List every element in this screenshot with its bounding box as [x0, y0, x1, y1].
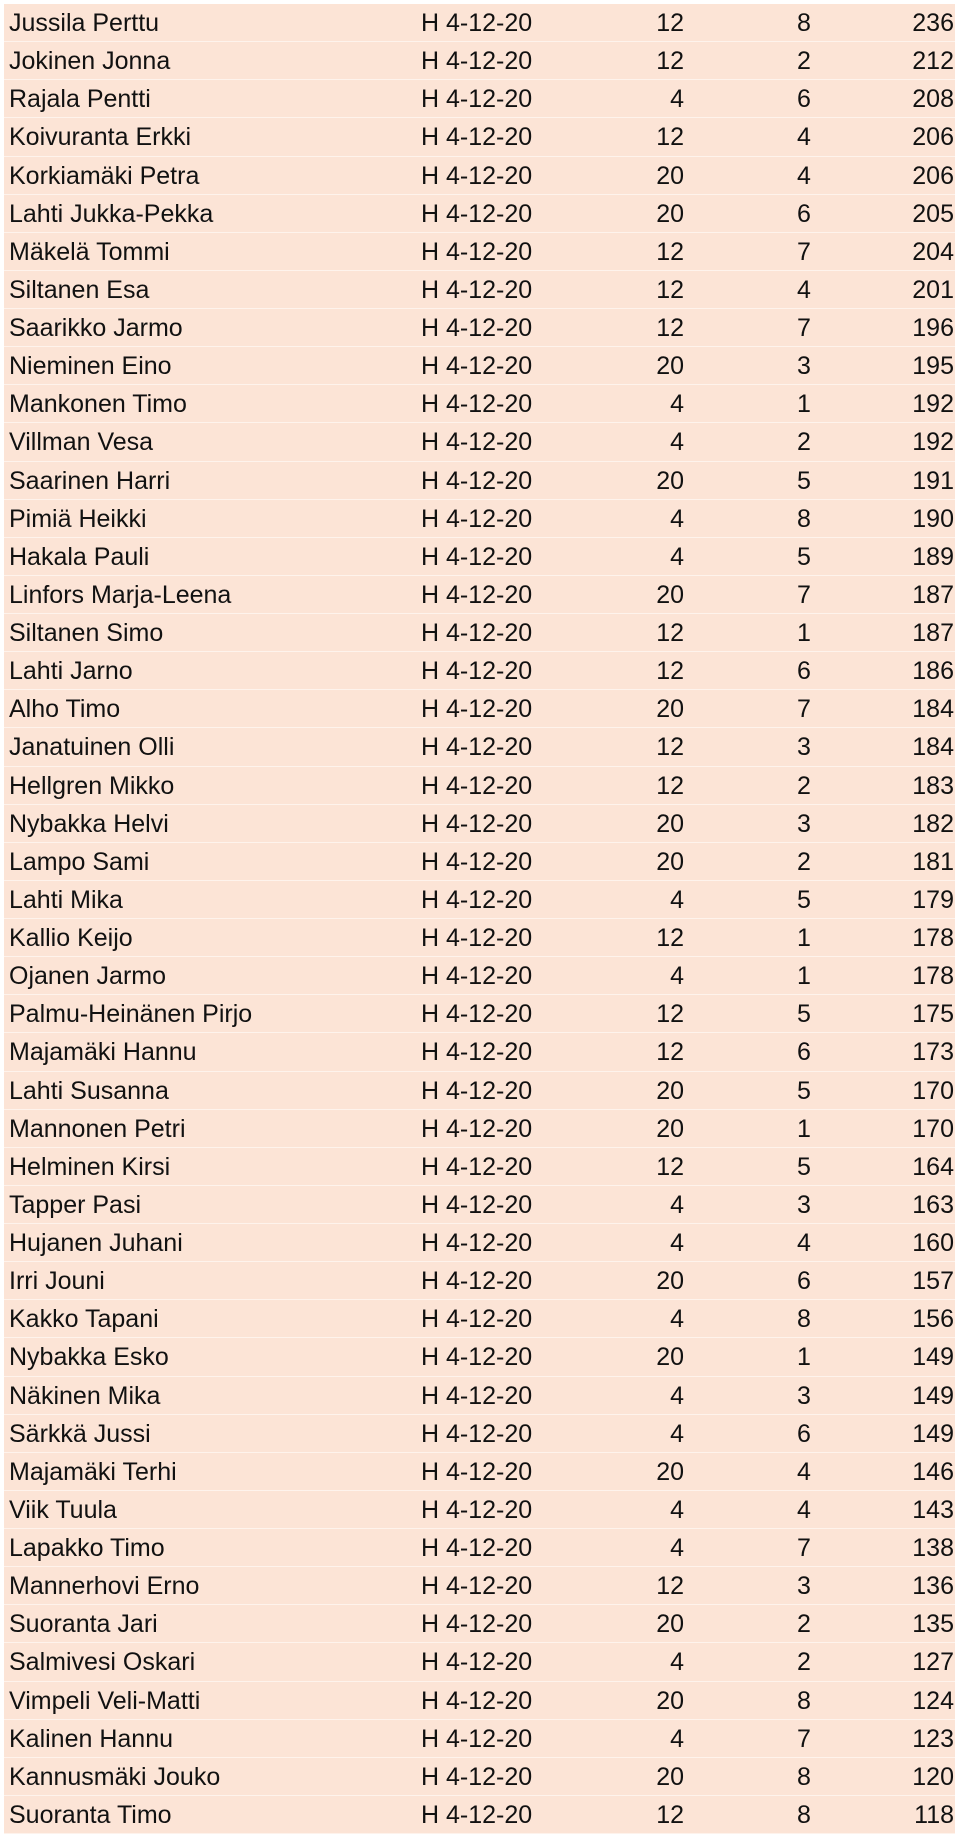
score: 170 [912, 1076, 954, 1105]
value-b: 4 [797, 123, 811, 152]
class-label: H 4-12-20 [421, 1000, 533, 1029]
value-b: 7 [797, 1724, 811, 1753]
class-label: H 4-12-20 [421, 390, 533, 419]
value-b: 4 [797, 1495, 811, 1524]
score: 123 [912, 1724, 954, 1753]
competitor-name: Särkkä Jussi [9, 1419, 151, 1448]
class-label: H 4-12-20 [421, 1305, 533, 1334]
competitor-name: Mannonen Petri [9, 1114, 186, 1143]
class-label: H 4-12-20 [421, 237, 533, 266]
score: 192 [912, 390, 954, 419]
value-b: 1 [797, 962, 811, 991]
table-row [4, 1110, 955, 1148]
competitor-name: Lahti Jukka-Pekka [9, 199, 214, 228]
score: 178 [912, 962, 954, 991]
value-b: 2 [797, 428, 811, 457]
competitor-name: Nieminen Eino [9, 352, 172, 381]
score: 163 [912, 1190, 954, 1219]
class-label: H 4-12-20 [421, 1381, 533, 1410]
competitor-name: Linfors Marja-Leena [9, 580, 232, 609]
competitor-name: Hakala Pauli [9, 542, 150, 571]
class-label: H 4-12-20 [421, 47, 533, 76]
value-a: 20 [656, 1457, 684, 1486]
competitor-name: Siltanen Esa [9, 275, 150, 304]
value-b: 5 [797, 1152, 811, 1181]
value-a: 4 [670, 1419, 684, 1448]
score: 170 [912, 1114, 954, 1143]
table-row [4, 1758, 955, 1796]
score: 173 [912, 1038, 954, 1067]
class-label: H 4-12-20 [421, 733, 533, 762]
table-row [4, 1491, 955, 1529]
competitor-name: Mankonen Timo [9, 390, 187, 419]
value-b: 6 [797, 657, 811, 686]
competitor-name: Alho Timo [9, 695, 121, 724]
value-a: 12 [656, 237, 684, 266]
table-row [4, 1605, 955, 1643]
value-b: 6 [797, 1419, 811, 1448]
score: 127 [912, 1648, 954, 1677]
score: 187 [912, 580, 954, 609]
score: 195 [912, 352, 954, 381]
value-b: 1 [797, 619, 811, 647]
class-label: H 4-12-20 [421, 352, 533, 381]
competitor-name: Jokinen Jonna [9, 47, 171, 76]
table-row [4, 843, 955, 881]
value-b: 7 [797, 695, 811, 724]
competitor-name: Nybakka Helvi [9, 809, 169, 838]
class-label: H 4-12-20 [421, 1152, 533, 1181]
competitor-name: Hellgren Mikko [9, 771, 175, 800]
score: 120 [912, 1762, 954, 1791]
table-row [4, 1033, 955, 1071]
class-label: H 4-12-20 [421, 580, 533, 609]
class-label: H 4-12-20 [421, 809, 533, 838]
score: 143 [912, 1495, 954, 1524]
score: 184 [912, 695, 954, 724]
competitor-name: Mäkelä Tommi [9, 237, 170, 266]
score: 208 [912, 85, 954, 114]
value-a: 4 [670, 542, 684, 571]
value-a: 20 [656, 1762, 684, 1791]
value-b: 1 [797, 1114, 811, 1143]
competitor-name: Saarinen Harri [9, 466, 171, 495]
value-b: 5 [797, 466, 811, 495]
value-b: 2 [797, 47, 811, 76]
class-label: H 4-12-20 [421, 9, 533, 37]
value-b: 8 [797, 1762, 811, 1791]
competitor-name: Lapakko Timo [9, 1534, 165, 1562]
table-row [4, 614, 955, 652]
table-row [4, 347, 955, 385]
competitor-name: Helminen Kirsi [9, 1152, 171, 1181]
value-a: 4 [670, 1190, 684, 1219]
competitor-name: Kannusmäki Jouko [9, 1762, 221, 1791]
class-label: H 4-12-20 [421, 542, 533, 571]
value-b: 7 [797, 237, 811, 266]
table-row [4, 957, 955, 995]
table-row [4, 1529, 955, 1567]
score: 149 [912, 1343, 954, 1372]
class-label: H 4-12-20 [421, 1267, 533, 1296]
class-label: H 4-12-20 [421, 1419, 533, 1448]
score: 201 [912, 275, 954, 304]
value-b: 4 [797, 161, 811, 190]
class-label: H 4-12-20 [421, 1762, 533, 1791]
score: 187 [912, 619, 954, 647]
table-row [4, 652, 955, 690]
value-a: 12 [656, 924, 684, 952]
value-b: 6 [797, 199, 811, 228]
table-row [4, 538, 955, 576]
class-label: H 4-12-20 [421, 695, 533, 724]
value-a: 4 [670, 1229, 684, 1257]
value-b: 5 [797, 542, 811, 571]
value-b: 3 [797, 809, 811, 838]
competitor-name: Majamäki Terhi [9, 1457, 177, 1486]
table-row [4, 42, 955, 80]
value-a: 12 [656, 1800, 684, 1829]
value-a: 4 [670, 962, 684, 991]
score: 156 [912, 1305, 954, 1334]
class-label: H 4-12-20 [421, 1343, 533, 1372]
class-label: H 4-12-20 [421, 199, 533, 228]
value-a: 12 [656, 1038, 684, 1067]
class-label: H 4-12-20 [421, 1190, 533, 1219]
value-a: 12 [656, 47, 684, 76]
value-a: 20 [656, 352, 684, 381]
competitor-name: Majamäki Hannu [9, 1038, 197, 1067]
value-a: 20 [656, 1114, 684, 1143]
competitor-name: Salmivesi Oskari [9, 1648, 196, 1677]
class-label: H 4-12-20 [421, 1534, 533, 1562]
value-b: 8 [797, 1686, 811, 1715]
value-a: 12 [656, 733, 684, 762]
score: 189 [912, 542, 954, 571]
table-row [4, 805, 955, 843]
value-b: 7 [797, 314, 811, 342]
value-b: 6 [797, 85, 811, 114]
competitor-name: Lahti Mika [9, 885, 123, 914]
score: 179 [912, 885, 954, 914]
class-label: H 4-12-20 [421, 885, 533, 914]
class-label: H 4-12-20 [421, 1495, 533, 1524]
class-label: H 4-12-20 [421, 428, 533, 457]
score: 175 [912, 1000, 954, 1029]
table-row [4, 118, 955, 156]
class-label: H 4-12-20 [421, 1076, 533, 1105]
score: 124 [912, 1686, 954, 1715]
class-label: H 4-12-20 [421, 314, 533, 342]
class-label: H 4-12-20 [421, 504, 533, 533]
score: 206 [912, 161, 954, 190]
competitor-name: Pimiä Heikki [9, 504, 147, 533]
value-a: 12 [656, 1000, 684, 1029]
value-b: 1 [797, 390, 811, 419]
competitor-name: Irri Jouni [9, 1267, 105, 1296]
class-label: H 4-12-20 [421, 1572, 533, 1601]
table-row [4, 881, 955, 919]
table-row [4, 423, 955, 461]
table-row [4, 728, 955, 766]
competitor-name: Kakko Tapani [9, 1305, 159, 1334]
score: 212 [912, 47, 954, 76]
class-label: H 4-12-20 [421, 1648, 533, 1677]
value-a: 4 [670, 428, 684, 457]
table-row [4, 1796, 955, 1834]
value-b: 6 [797, 1038, 811, 1067]
table-row [4, 233, 955, 271]
value-a: 12 [656, 619, 684, 647]
class-label: H 4-12-20 [421, 771, 533, 800]
value-b: 2 [797, 847, 811, 876]
table-row [4, 271, 955, 309]
table-row [4, 1643, 955, 1681]
class-label: H 4-12-20 [421, 161, 533, 190]
table-row [4, 195, 955, 233]
table-row [4, 462, 955, 500]
table-row [4, 1224, 955, 1262]
score: 135 [912, 1610, 954, 1639]
value-b: 3 [797, 352, 811, 381]
class-label: H 4-12-20 [421, 85, 533, 114]
value-a: 20 [656, 809, 684, 838]
table-row [4, 157, 955, 195]
value-a: 12 [656, 771, 684, 800]
table-row [4, 1377, 955, 1415]
value-b: 2 [797, 1648, 811, 1677]
value-b: 4 [797, 1229, 811, 1257]
value-a: 20 [656, 1686, 684, 1715]
table-row [4, 1186, 955, 1224]
competitor-name: Korkiamäki Petra [9, 161, 200, 190]
competitor-name: Kallio Keijo [9, 924, 133, 952]
value-b: 1 [797, 924, 811, 952]
competitor-name: Näkinen Mika [9, 1381, 161, 1410]
score: 190 [912, 504, 954, 533]
competitor-name: Janatuinen Olli [9, 733, 175, 762]
value-a: 12 [656, 1572, 684, 1601]
table-row [4, 309, 955, 347]
results-table [4, 4, 955, 1834]
table-row [4, 995, 955, 1033]
table-row [4, 919, 955, 957]
table-row [4, 1453, 955, 1491]
score: 196 [912, 314, 954, 342]
score: 164 [912, 1152, 954, 1181]
table-row [4, 1682, 955, 1720]
competitor-name: Ojanen Jarmo [9, 962, 167, 991]
value-a: 4 [670, 85, 684, 114]
value-a: 4 [670, 1305, 684, 1334]
value-a: 4 [670, 1381, 684, 1410]
value-b: 6 [797, 1267, 811, 1296]
class-label: H 4-12-20 [421, 1457, 533, 1486]
value-a: 20 [656, 1076, 684, 1105]
table-row [4, 1338, 955, 1376]
value-b: 5 [797, 1000, 811, 1029]
class-label: H 4-12-20 [421, 1038, 533, 1067]
value-b: 7 [797, 580, 811, 609]
competitor-name: Hujanen Juhani [9, 1229, 183, 1257]
value-a: 4 [670, 1495, 684, 1524]
value-b: 5 [797, 885, 811, 914]
competitor-name: Palmu-Heinänen Pirjo [9, 1000, 253, 1029]
table-row [4, 1567, 955, 1605]
value-a: 20 [656, 695, 684, 724]
table-row [4, 80, 955, 118]
score: 184 [912, 733, 954, 762]
value-a: 12 [656, 275, 684, 304]
class-label: H 4-12-20 [421, 962, 533, 991]
value-a: 4 [670, 1724, 684, 1753]
class-label: H 4-12-20 [421, 275, 533, 304]
score: 183 [912, 771, 954, 800]
value-a: 12 [656, 123, 684, 152]
score: 178 [912, 924, 954, 952]
value-b: 8 [797, 9, 811, 37]
value-a: 12 [656, 9, 684, 37]
value-a: 20 [656, 161, 684, 190]
value-a: 20 [656, 847, 684, 876]
value-b: 7 [797, 1534, 811, 1562]
value-a: 12 [656, 314, 684, 342]
table-row [4, 1415, 955, 1453]
value-b: 3 [797, 1572, 811, 1601]
table-row [4, 1300, 955, 1338]
value-b: 2 [797, 771, 811, 800]
score: 191 [912, 466, 954, 495]
value-b: 3 [797, 1190, 811, 1219]
class-label: H 4-12-20 [421, 1800, 533, 1829]
value-a: 4 [670, 885, 684, 914]
score: 186 [912, 657, 954, 686]
competitor-name: Nybakka Esko [9, 1343, 169, 1372]
score: 149 [912, 1419, 954, 1448]
value-b: 8 [797, 1305, 811, 1334]
class-label: H 4-12-20 [421, 657, 533, 686]
value-b: 2 [797, 1610, 811, 1639]
table-row [4, 690, 955, 728]
score: 182 [912, 809, 954, 838]
class-label: H 4-12-20 [421, 1610, 533, 1639]
class-label: H 4-12-20 [421, 1724, 533, 1753]
table-row [4, 1148, 955, 1186]
class-label: H 4-12-20 [421, 619, 533, 647]
class-label: H 4-12-20 [421, 924, 533, 952]
table-row [4, 500, 955, 538]
value-b: 3 [797, 733, 811, 762]
table-row [4, 1072, 955, 1110]
score: 136 [912, 1572, 954, 1601]
table-row [4, 385, 955, 423]
competitor-name: Saarikko Jarmo [9, 314, 183, 342]
value-b: 3 [797, 1381, 811, 1410]
score: 157 [912, 1267, 954, 1296]
score: 181 [912, 847, 954, 876]
competitor-name: Viik Tuula [9, 1495, 117, 1524]
table-row [4, 1262, 955, 1300]
value-b: 4 [797, 275, 811, 304]
class-label: H 4-12-20 [421, 123, 533, 152]
value-a: 4 [670, 390, 684, 419]
score: 236 [912, 9, 954, 37]
score: 204 [912, 237, 954, 266]
score: 206 [912, 123, 954, 152]
value-a: 12 [656, 1152, 684, 1181]
competitor-name: Kalinen Hannu [9, 1724, 174, 1753]
value-a: 20 [656, 1343, 684, 1372]
class-label: H 4-12-20 [421, 466, 533, 495]
competitor-name: Lahti Susanna [9, 1076, 169, 1105]
competitor-name: Vimpeli Veli-Matti [9, 1686, 201, 1715]
table-row [4, 576, 955, 614]
value-b: 4 [797, 1457, 811, 1486]
competitor-name: Koivuranta Erkki [9, 123, 192, 152]
competitor-name: Rajala Pentti [9, 85, 151, 114]
score: 205 [912, 199, 954, 228]
class-label: H 4-12-20 [421, 847, 533, 876]
class-label: H 4-12-20 [421, 1229, 533, 1257]
competitor-name: Mannerhovi Erno [9, 1572, 200, 1601]
competitor-name: Lampo Sami [9, 847, 150, 876]
score: 192 [912, 428, 954, 457]
score: 138 [912, 1534, 954, 1562]
competitor-name: Tapper Pasi [9, 1190, 142, 1219]
value-a: 4 [670, 1534, 684, 1562]
score: 149 [912, 1381, 954, 1410]
value-b: 5 [797, 1076, 811, 1105]
class-label: H 4-12-20 [421, 1686, 533, 1715]
value-a: 20 [656, 1610, 684, 1639]
value-b: 1 [797, 1343, 811, 1372]
class-label: H 4-12-20 [421, 1114, 533, 1143]
table-row [4, 4, 955, 42]
value-a: 20 [656, 1267, 684, 1296]
competitor-name: Suoranta Timo [9, 1800, 172, 1829]
value-b: 8 [797, 504, 811, 533]
score: 160 [912, 1229, 954, 1257]
score: 118 [914, 1800, 954, 1829]
value-a: 4 [670, 1648, 684, 1677]
value-a: 12 [656, 657, 684, 686]
value-b: 8 [797, 1800, 811, 1829]
competitor-name: Lahti Jarno [9, 657, 133, 686]
competitor-name: Jussila Perttu [9, 9, 160, 37]
value-a: 20 [656, 466, 684, 495]
competitor-name: Suoranta Jari [9, 1610, 158, 1639]
competitor-name: Villman Vesa [9, 428, 154, 457]
competitor-name: Siltanen Simo [9, 619, 164, 647]
value-a: 20 [656, 580, 684, 609]
value-a: 20 [656, 199, 684, 228]
table-row [4, 1720, 955, 1758]
value-a: 4 [670, 504, 684, 533]
table-row [4, 767, 955, 805]
score: 146 [912, 1457, 954, 1486]
